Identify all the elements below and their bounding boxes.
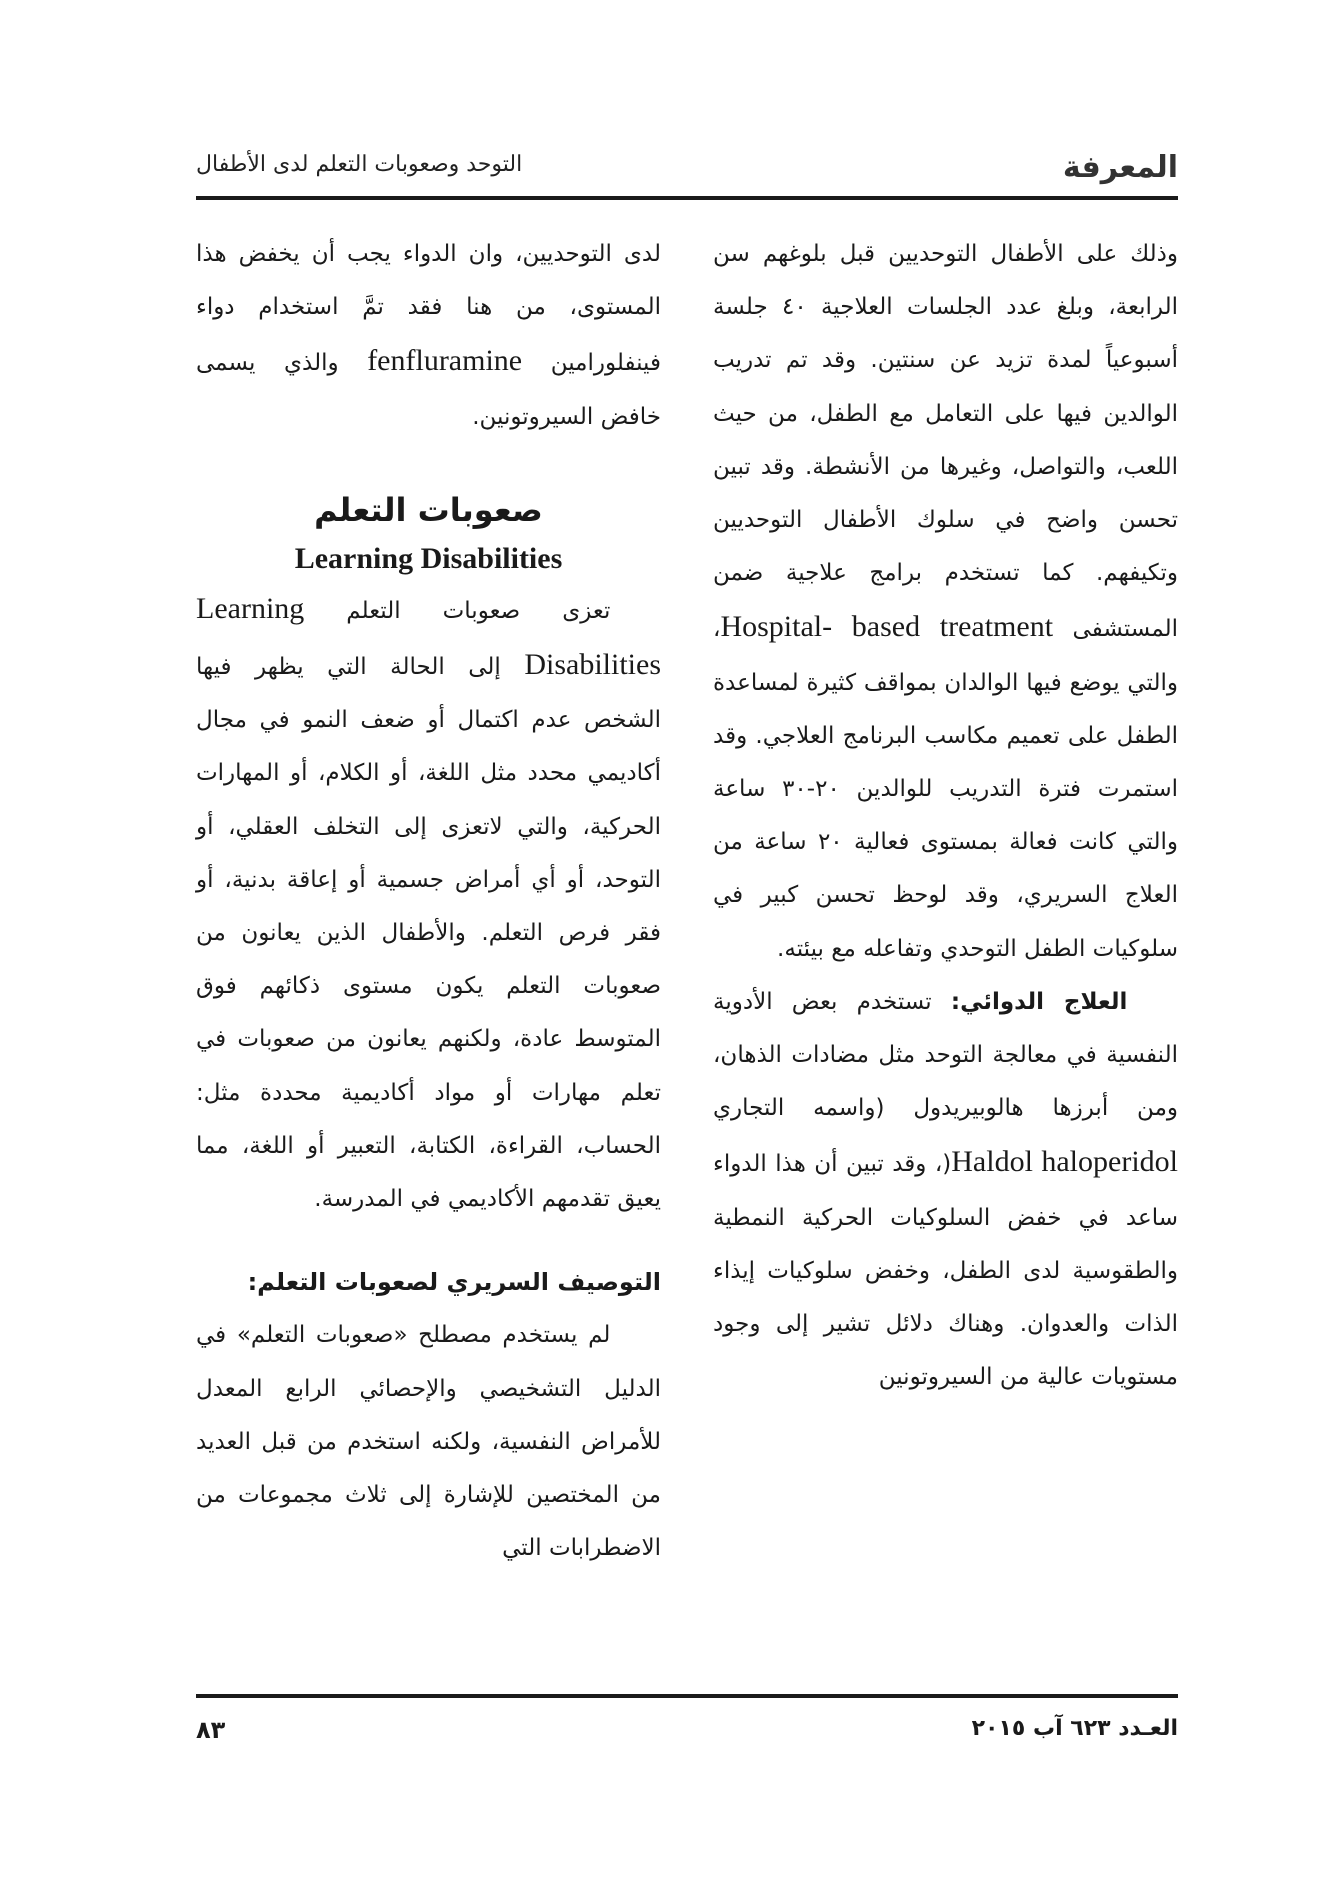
right-column (713, 228, 1178, 1404)
latin-term: fenfluramine (367, 344, 523, 378)
paragraph (196, 228, 661, 444)
paragraph-text: تستخدم بعض الأدوية النفسية في معالجة التوحد مثل مضادات الذهان، ومن أبرزها هالوبيريدول (واسمه التجاري (713, 988, 1178, 1122)
paragraph: لم يستخدم مصطلح «صعوبات التعلم» في الدليل التشخيصي والإحصائي الرابع المعدل للأمراض النفسية، ولكنه استخدم من قبل العديد من المختصين للإشارة إلى ثلاث مجموعات من الاضطرابات التي (196, 1322, 661, 1562)
paragraph (196, 582, 661, 1226)
paragraph (713, 228, 1178, 976)
subheading: التوصيف السريري لصعوبات التعلم: (247, 1268, 661, 1297)
issue-info: العـدد ٦٢٣ آب ٢٠١٥ (971, 1716, 1178, 1741)
paragraph-text: وذلك على الأطفال التوحديين قبل بلوغهم سن الرابعة، وبلغ عدد الجلسات العلاجية ٤٠ جلسة أسبوعياً لمدة تزيد عن سنتين. وقد تم تدريب الوالدين فيها على التعامل مع الطفل، من حيث اللعب، والتواصل، وغيرها من الأنشطة. وقد تبين تحسن واضح في سلوك الأطفال التوحديين وتكيفهم. كما تستخدم برامج علاجية ضمن المستشفى (713, 241, 1179, 643)
magazine-logo: المعرفة (1062, 150, 1178, 185)
paragraph-label: العلاج الدوائي: (950, 988, 1128, 1015)
paragraph-text: (، وقد تبين أن هذا الدواء ساعد في خفض السلوكيات الحركية النمطية والطقوسية لدى الطفل، وخفض سلوكيات إيذاء الذات والعدوان. وهناك دلائل تشير إلى وجود مستويات عالية من السيروتونين (713, 1151, 1178, 1391)
latin-term: Hospital- based treatment (720, 610, 1054, 644)
paragraph-text: تعزى صعوبات التعلم (346, 597, 611, 624)
page-number: ٨٣ (196, 1716, 226, 1744)
header-rule (196, 196, 1178, 200)
paragraph-text: لدى التوحديين، وان الدواء يجب أن يخفض هذا المستوى، من هنا فقد تمَّ استخدام دواء فينفلورامين (196, 241, 661, 377)
left-column (196, 228, 661, 1575)
footer-rule (196, 1694, 1178, 1698)
section-title-english: Learning Disabilities (294, 541, 563, 575)
paragraph (713, 976, 1178, 1405)
paragraph-text: والذي يسمى خافض السيروتونين. (196, 350, 661, 430)
section-heading (196, 484, 661, 582)
page-footer (196, 1716, 1178, 1756)
section-title-arabic: صعوبات التعلم (314, 490, 543, 529)
latin-term: Learning Disabilities (196, 591, 661, 682)
paragraph-text: إلى الحالة التي يظهر فيها الشخص عدم اكتمال أو ضعف النمو في مجال أكاديمي محدد مثل اللغة، أو الكلام، أو المهارات الحركية، والتي لاتعزى إلى التخلف العقلي، أو التوحد، أو أي أمراض جسمية أو إعاقة بدنية، أو فقر فرص التعلم. والأطفال الذين يعانون من صعوبات التعلم يكون مستوى ذكائهم فوق المتوسط عادة، ولكنهم يعانون من صعوبات في تعلم مهارات أو مواد أكاديمية محددة مثل: الحساب، القراءة، الكتابة، التعبير أو اللغة، مما يعيق تقدمهم الأكاديمي في المدرسة. (196, 654, 661, 1213)
latin-term: Haldol (951, 1145, 1033, 1179)
paragraph-text: ، والتي يوضع فيها الوالدان بمواقف كثيرة لمساعدة الطفل على تعميم مكاسب البرنامج العلاجي. وقد استمرت فترة التدريب للوالدين ٢٠-٣٠ ساعة والتي كانت فعالة بمستوى فعالية ٢٠ ساعة من العلاج السريري، وقد لوحظ تحسن كبير في سلوكيات الطفل التوحدي وتفاعله مع بيئته. (713, 616, 1178, 962)
page-header (196, 138, 1178, 198)
latin-term: haloperidol (1041, 1145, 1178, 1179)
running-title: التوحد وصعوبات التعلم لدى الأطفال (196, 152, 523, 177)
